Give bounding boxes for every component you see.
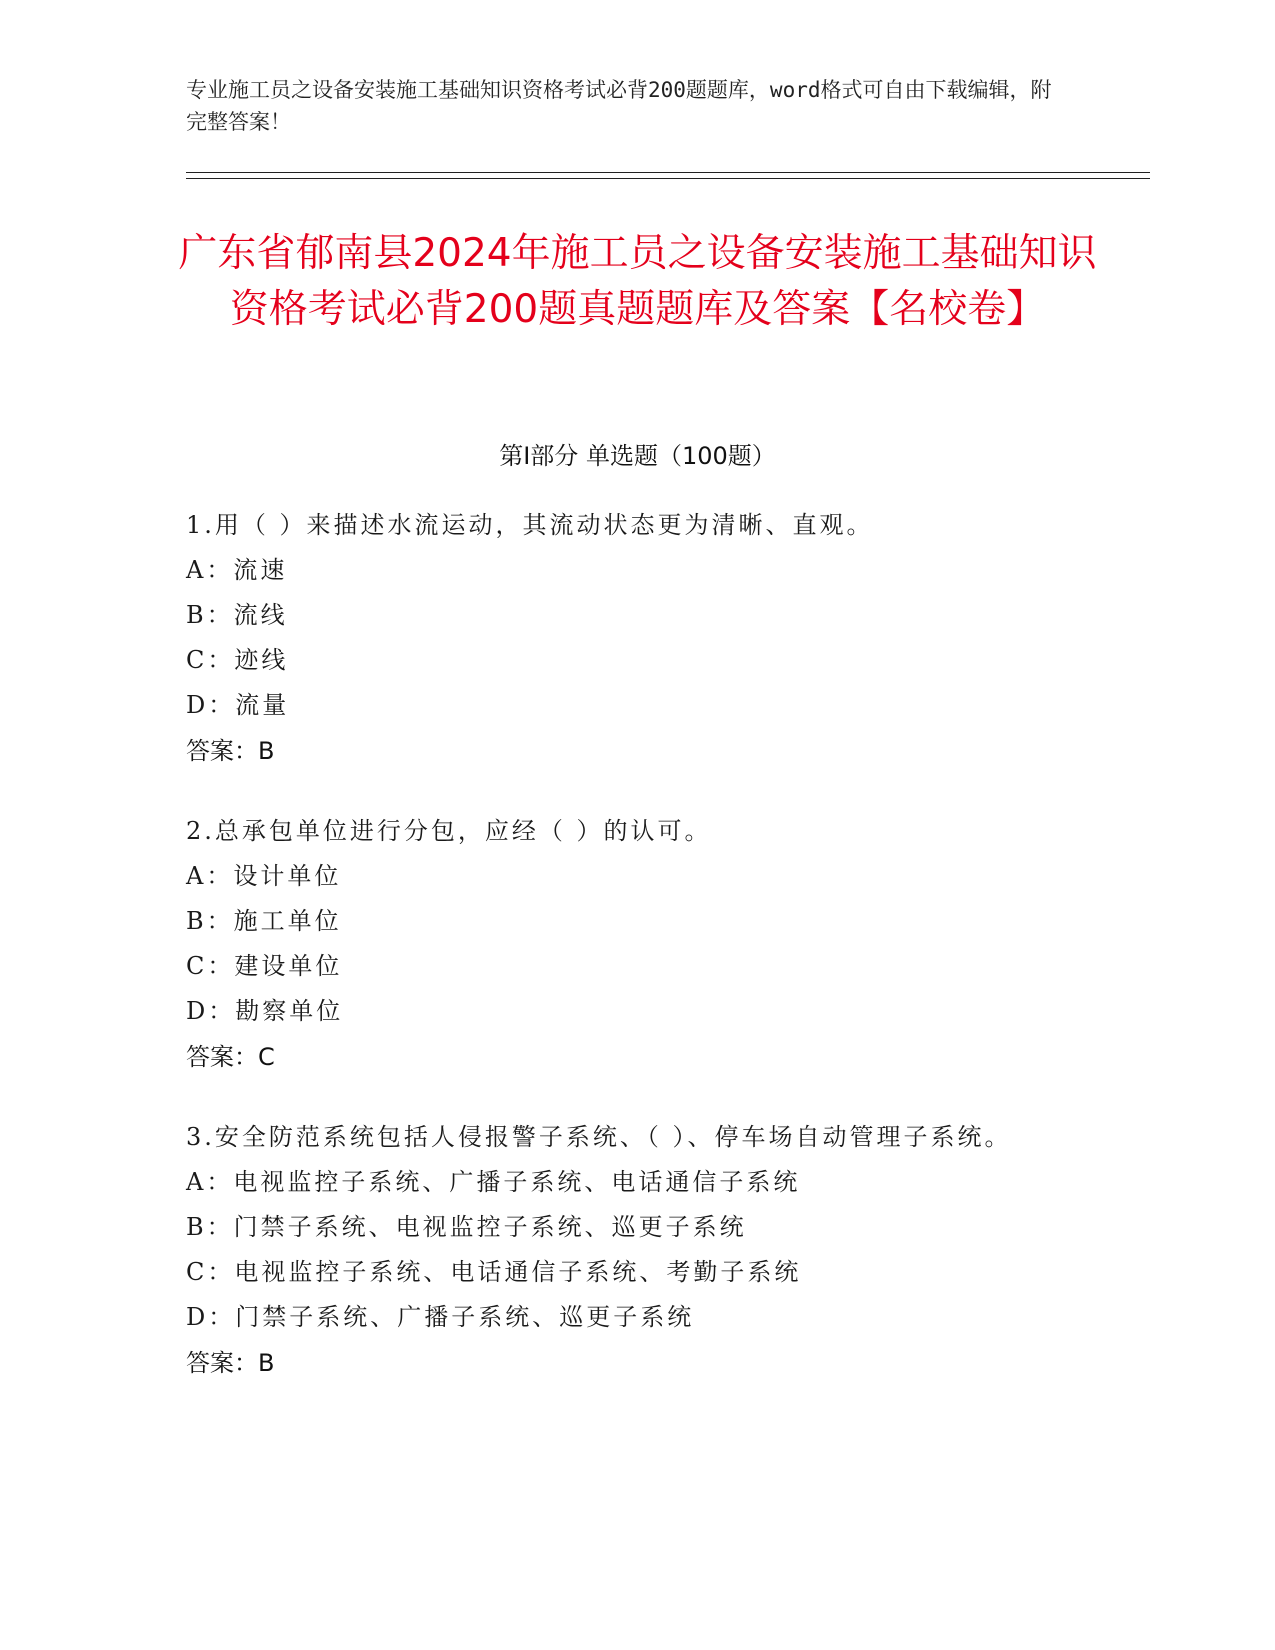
- question-2: [186, 808, 1086, 1080]
- question-stem: 1.用（ ）来描述水流运动，其流动状态更为清晰、直观。: [186, 511, 874, 539]
- option-a: A：流速: [186, 556, 288, 584]
- question-stem: 3.安全防范系统包括人侵报警子系统、（ ）、停车场自动管理子系统。: [186, 1123, 1012, 1151]
- option-b: B：施工单位: [186, 907, 342, 935]
- option-a: A：电视监控子系统、广播子系统、电话通信子系统: [186, 1168, 801, 1196]
- option-d: D：流量: [186, 691, 290, 719]
- question-stem: 2.总承包单位进行分包，应经（ ）的认可。: [186, 817, 712, 845]
- section-title: 第I部分 单选题（100题）: [499, 442, 776, 470]
- option-d: D：勘察单位: [186, 997, 344, 1025]
- question-3: [186, 1114, 1066, 1386]
- header-rule-bottom: [186, 178, 1150, 179]
- option-a: A：设计单位: [186, 862, 342, 890]
- document-title: 广东省郁南县2024年施工员之设备安装施工基础知识资格考试必背200题真题题库及答案【名校卷】: [178, 231, 1097, 332]
- option-c: C：电视监控子系统、电话通信子系统、考勤子系统: [186, 1258, 802, 1286]
- option-c: C：建设单位: [186, 952, 343, 980]
- header-rule-top: [186, 172, 1150, 173]
- header-note: 专业施工员之设备安装施工基础知识资格考试必背200题题库，word格式可自由下载编辑，附完整答案！: [186, 78, 1052, 134]
- answer: 答案：B: [186, 737, 275, 765]
- option-c: C：迹线: [186, 646, 289, 674]
- option-b: B：门禁子系统、电视监控子系统、巡更子系统: [186, 1213, 747, 1241]
- question-1: [186, 502, 1086, 774]
- option-b: B：流线: [186, 601, 288, 629]
- answer: 答案：B: [186, 1349, 275, 1377]
- answer: 答案：C: [186, 1043, 275, 1071]
- option-d: D：门禁子系统、广播子系统、巡更子系统: [186, 1303, 695, 1331]
